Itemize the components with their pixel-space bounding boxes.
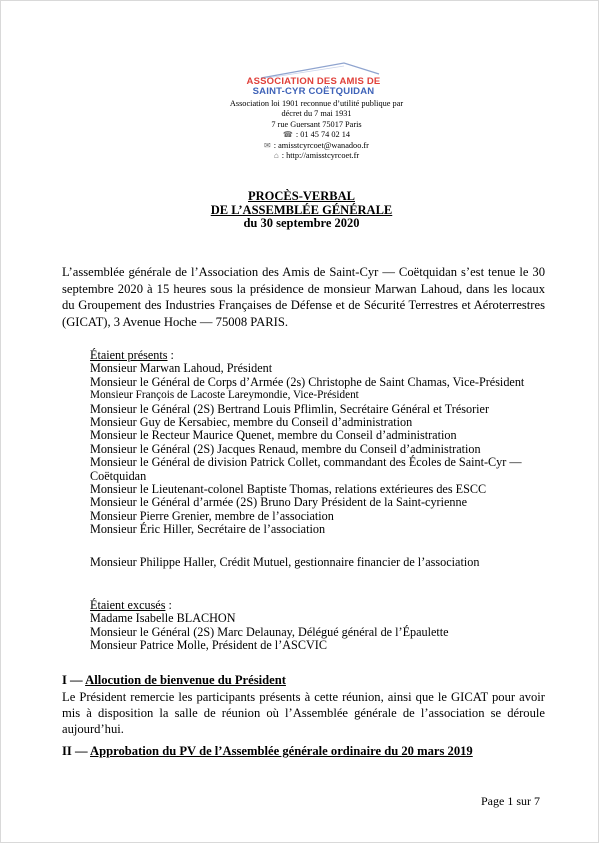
association-website: [31, 151, 601, 162]
excused-item: Monsieur le Général (2S) Marc Delaunay, Délégué général de l’Épaulette: [90, 624, 449, 639]
association-email: [31, 141, 601, 152]
title-date: du 30 septembre 2020: [243, 216, 360, 230]
logo-line-2: SAINT-CYR COËTQUIDAN: [252, 86, 375, 97]
email-address[interactable]: : amisstcyrcoet@wanadoo.fr: [273, 140, 369, 150]
letterhead: [1, 61, 601, 162]
association-address: 7 rue Guersant 75017 Paris: [271, 119, 362, 129]
association-phone: [31, 130, 601, 141]
attendee-item: Monsieur Guy de Kersabiec, membre du Conseil d’administration: [90, 415, 413, 430]
association-status-line-1: Association loi 1901 reconnue d’utilité publique par: [229, 98, 404, 108]
association-status-line-2: décret du 7 mai 1931: [281, 109, 352, 118]
attendee-item: Monsieur le Général de Corps d’Armée (2s) Christophe de Saint Chamas, Vice-Président: [90, 374, 525, 389]
document-title: [1, 190, 601, 231]
phone-number: : 01 45 74 02 14: [295, 130, 351, 139]
phone-icon: ☎: [282, 130, 293, 139]
email-icon: ✉: [264, 140, 271, 150]
attendee-item: Monsieur le Général (2S) Bertrand Louis Pflimlin, Secrétaire Général et Trésorier: [90, 401, 490, 416]
association-logo: [239, 61, 389, 97]
title-line-2: DE L’ASSEMBLÉE GÉNÉRALE: [210, 202, 393, 217]
page-number: Page 1 sur 7: [481, 794, 540, 808]
attendee-item: Monsieur Marwan Lahoud, Président: [90, 361, 273, 376]
section-1-body: Le Président remercie les participants présents à cette réunion, ainsi que le GICAT pour avoir mis à disposition la salle de réunion où l’Assemblée générale de l’association se déroule aujourd’hui.: [62, 690, 545, 736]
excused-heading: Étaient excusés :: [90, 598, 172, 612]
excused-item: Madame Isabelle BLACHON: [90, 611, 236, 626]
section-2-heading: II — Approbation du PV de l’Assemblée générale ordinaire du 20 mars 2019: [62, 744, 473, 758]
logo-line-1: ASSOCIATION DES AMIS DE: [246, 76, 381, 87]
attendee-item: Monsieur François de Lacoste Lareymondie, Vice-Président: [90, 389, 359, 402]
intro-paragraph: L’assemblée générale de l’Association des Amis de Saint-Cyr — Coëtquidan s’est tenue le 30 septembre 2020 à 15 heures sous la présidence de monsieur Marwan Lahoud, dans les locaux du Groupement des Industries Françaises de Défense et de Sécurité Terrestres et Aéroterrestres (GICAT), 3 Avenue Hoche — 75008 PARIS.: [62, 265, 545, 329]
website-url[interactable]: : http://amisstcyrcoet.fr: [281, 151, 360, 160]
attendee-item: Monsieur le Lieutenant-colonel Baptiste Thomas, relations extérieures des ESCC: [90, 482, 487, 497]
additional-attendee: [90, 556, 550, 569]
website-icon: ⌂: [273, 151, 279, 160]
present-heading: Étaient présents :: [90, 348, 174, 362]
excused-list: [90, 599, 550, 653]
attendee-item: Monsieur le Général (2S) Jacques Renaud, membre du Conseil d’administration: [90, 441, 481, 456]
excused-item: Monsieur Patrice Molle, Président de l’ASCVIC: [90, 638, 327, 653]
attendee-item: Monsieur Éric Hiller, Secrétaire de l’association: [90, 522, 326, 537]
section-1-heading: I — Allocution de bienvenue du Président: [62, 673, 286, 687]
attendee-item: Monsieur le Général de division Patrick Collet, commandant des Écoles de Saint-Cyr — Coëtquidan: [90, 455, 522, 483]
attendee-item: Monsieur Philippe Haller, Crédit Mutuel, gestionnaire financier de l’association: [90, 555, 480, 569]
attendee-item: Monsieur le Général d’armée (2S) Bruno Dary Président de la Saint-cyrienne: [90, 495, 468, 510]
attendee-item: Monsieur Pierre Grenier, membre de l’association: [90, 508, 334, 523]
attendee-item: Monsieur le Recteur Maurice Quenet, membre du Conseil d’administration: [90, 428, 457, 443]
title-line-1: PROCÈS-VERBAL: [248, 189, 355, 203]
present-list: [90, 349, 550, 537]
